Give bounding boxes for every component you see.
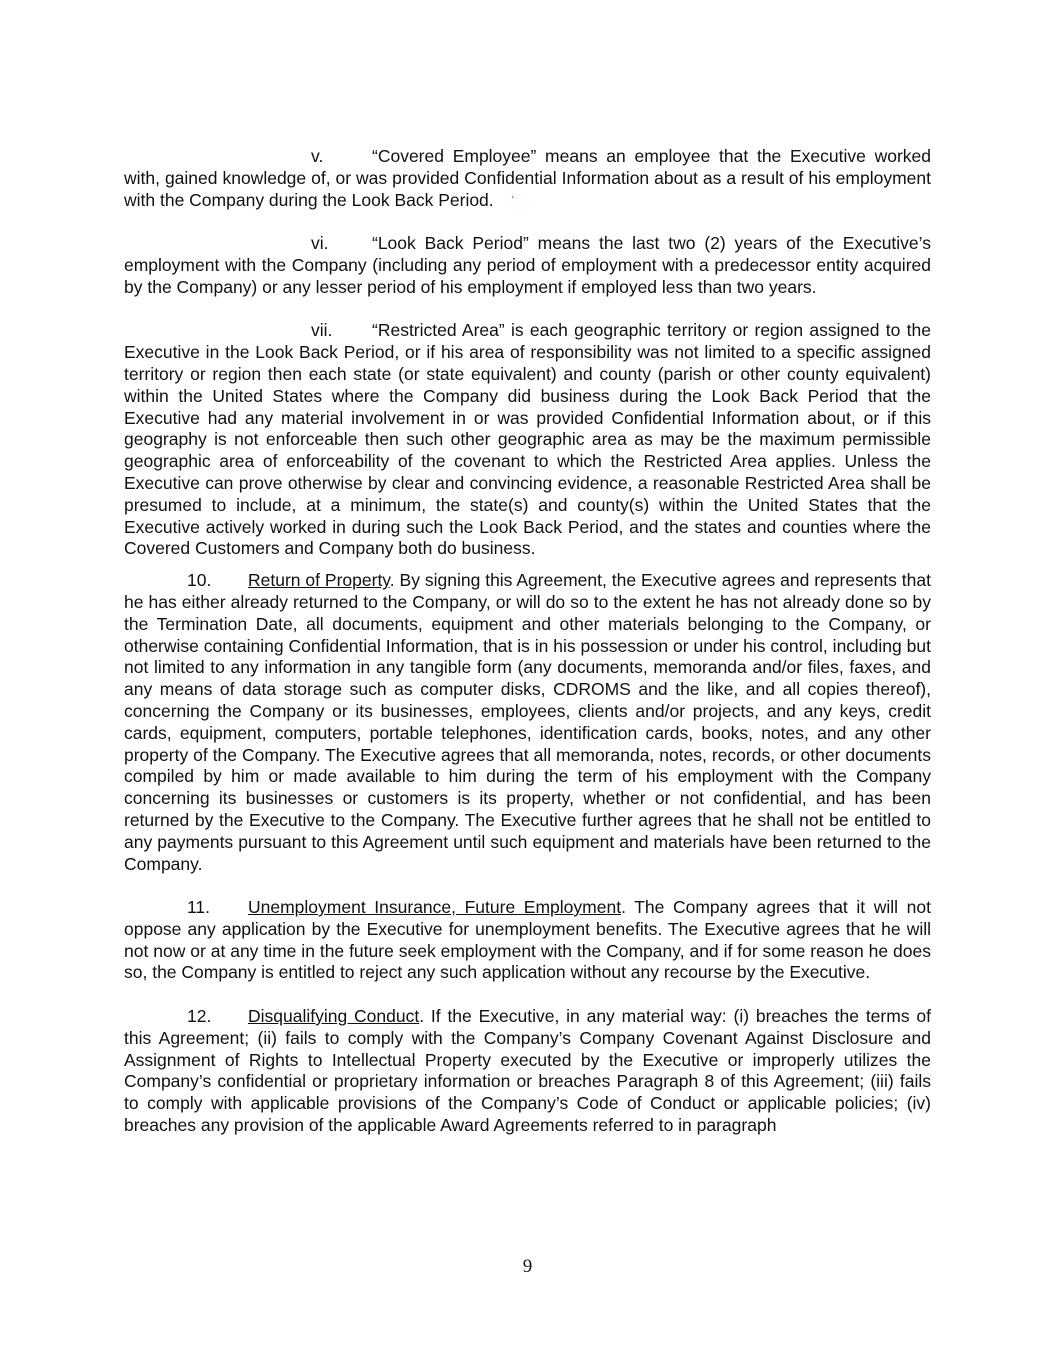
section-v <box>124 146 931 211</box>
paragraph-heading: Return of Property <box>248 570 390 591</box>
paragraph-number: 10. <box>187 570 212 591</box>
section-label: vi. <box>311 233 329 254</box>
paragraph-11 <box>124 897 931 984</box>
paragraph-10 <box>124 570 931 875</box>
paragraph-number: 12. <box>187 1006 212 1027</box>
paragraph-text: . By signing this Agreement, the Executive agrees and represents that he has either already returned to the Company, or will do so to the extent he has not already done so by the Termination Date, all documents, equipment and other materials belonging to the Company, or otherwise containing Confidential Information, that is in his possession or under his control, including but not limited to any information in any tangible form (any documents, memoranda and/or files, faxes, and any means of data storage such as computer disks, CDROMS and the like, and all copies thereof), concerning the Company or its businesses, employees, clients and/or projects, and any keys, credit cards, equipment, computers, portable telephones, identification cards, books, notes, and any other property of the Company. The Executive agrees that all memoranda, notes, records, or other documents compiled by him or made available to him during the term of his employment with the Company concerning its businesses or customers is its property, whether or not confidential, and has been returned by the Executive to the Company. The Executive further agrees that he shall not be entitled to any payments pursuant to this Agreement until such equipment and materials have been returned to the Company. <box>124 570 931 874</box>
section-text: “Restricted Area” is each geographic territory or region assigned to the Executive in the Look Back Period, or if his area of responsibility was not limited to a specific assigned territory or region then each state (or state equivalent) and county (parish or other county equivalent) within the United States where the Company did business during the Look Back Period that the Executive had any material involvement in or was provided Confidential Information about, or if this geography is not enforceable then such other geographic area as may be the maximum permissible geographic area of enforceability of the covenant to which the Restricted Area applies. Unless the Executive can prove otherwise by clear and convincing evidence, a reasonable Restricted Area shall be presumed to include, at a minimum, the state(s) and county(s) within the United States that the Executive actively worked in during such the Look Back Period, and the states and counties where the Covered Customers and Company both do business. <box>124 320 931 559</box>
annotation-mark: ‘ <box>511 192 515 207</box>
document-body <box>124 146 931 1137</box>
section-label: v. <box>311 146 324 166</box>
paragraph-heading: Disqualifying Conduct <box>248 1006 420 1027</box>
section-text: “Look Back Period” means the last two (2) years of the Executive’s employment with the Company (including any period of employment with a predecessor entity acquired by the Company) or any lesser period of his employment if employed less than two years. <box>124 233 931 297</box>
page-number: 9 <box>522 1256 533 1277</box>
paragraph-12 <box>124 1006 931 1137</box>
section-vi <box>124 233 931 298</box>
section-label: vii. <box>311 320 333 341</box>
paragraph-text: . If the Executive, in any material way: (i) breaches the terms of this Agreement; (ii) fails to comply with the Company’s Company Covenant Against Disclosure and Assignment of Rights to Intellectual Property executed by the Executive or improperly utilizes the Company’s confidential or proprietary information or breaches Paragraph 8 of this Agreement; (iii) fails to comply with applicable provisions of the Company’s Code of Conduct or applicable policies; (iv) breaches any provision of the applicable Award Agreements referred to in paragraph <box>124 1006 931 1136</box>
paragraph-number: 11. <box>187 897 211 918</box>
section-vii <box>124 320 931 560</box>
paragraph-heading: Unemployment Insurance, Future Employment <box>248 897 622 918</box>
section-text: “Covered Employee” means an employee that the Executive worked with, gained knowledge of, or was provided Confidential Information about as a result of his employment with the Company during the Look Back Period. <box>124 146 931 210</box>
paragraph-text: . The Company agrees that it will not oppose any application by the Executive for unemployment benefits. The Executive agrees that he will not now or at any time in the future seek employment with the Company, and if for some reason he does so, the Company is entitled to reject any such application without any recourse by the Executive. <box>124 897 931 983</box>
